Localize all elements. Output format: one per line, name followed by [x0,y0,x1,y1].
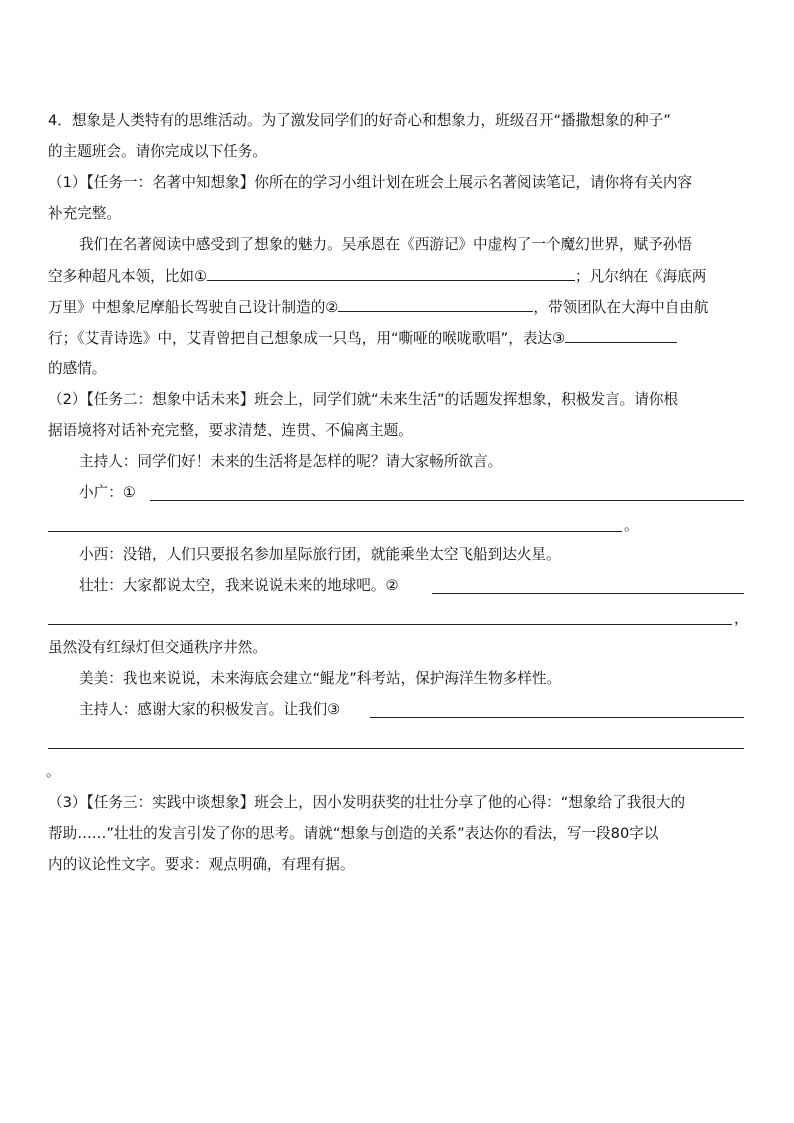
task1-paragraph-line-4 [48,328,677,349]
task1-text-before-blank-3: 行；《艾青诗选》中，艾青曾把自己想象成一只鸟，用“嘶哑的喉咙歌唱”，表达③ [48,330,566,347]
task1-paragraph-line-3 [48,297,709,318]
dialogue-traffic-continuation: 虽然没有红绿灯但交通秩序井然。 [48,639,267,656]
dialogue-meimei: 美美：我也来说说，未来海底会建立“鲲龙”科考站，保护海洋生物多样性。 [79,670,562,687]
task1-paragraph-line-2 [48,266,706,287]
period-mark-1: 。 [624,517,639,534]
comma-mark: ， [734,610,749,627]
answer-blank-1[interactable] [207,266,575,281]
task1-text-before-blank-2: 万里》中想象尼摩船长驾驶自己设计制造的② [48,299,339,316]
task3-prompt-line-3: 内的议论性文字。要求：观点明确，有理有据。 [48,856,355,873]
answer-line-host-2[interactable] [48,748,744,749]
task2-prompt-line-2: 据语境将对话补充完整，要求清楚、连贯、不偏离主题。 [48,422,413,439]
task1-paragraph-line-1: 我们在名著阅读中感受到了想象的魅力。吴承恩在《西游记》中虚构了一个魔幻世界，赋予孙悟 [79,236,692,253]
answer-line-xiaoguang-2[interactable] [48,531,622,532]
question-stem-line-2: 的主题班会。请你完成以下任务。 [48,143,267,160]
task1-text-after-blank-1: ；凡尔纳在《海底两 [575,268,707,285]
period-mark-2: 。 [46,763,61,780]
answer-blank-2[interactable] [338,297,533,312]
dialogue-host-closing: 主持人：感谢大家的积极发言。让我们③ [79,701,341,718]
task1-paragraph-line-5: 的感情。 [48,360,107,377]
answer-line-zhuangzhuang-2[interactable] [48,624,732,625]
dialogue-host-opening: 主持人：同学们好！未来的生活将是怎样的呢？请大家畅所欲言。 [79,453,503,470]
task1-text-after-blank-2: ，带领团队在大海中自由航 [533,299,709,316]
answer-line-xiaoguang-1[interactable] [150,500,744,501]
dialogue-zhuangzhuang: 壮壮：大家都说太空，我来说说未来的地球吧。② [79,577,399,594]
task1-prompt-line-1: （1）【任务一：名著中知想象】你所在的学习小组计划在班会上展示名著阅读笔记，请你将有关内容 [48,174,693,191]
dialogue-xiaoxi: 小西：没错，人们只要报名参加星际旅行团，就能乘坐太空飞船到达火星。 [79,546,561,563]
answer-line-zhuangzhuang-1[interactable] [432,593,744,594]
task1-text-before-blank-1: 空多种超凡本领，比如① [48,268,208,285]
question-stem-line-1: 4．想象是人类特有的思维活动。为了激发同学们的好奇心和想象力，班级召开“播撒想象的种子” [48,112,671,129]
answer-blank-3[interactable] [565,328,677,343]
answer-line-host-1[interactable] [370,717,744,718]
dialogue-xiaoguang: 小广：① [79,484,136,501]
task1-prompt-line-2: 补充完整。 [48,205,121,222]
task3-prompt-line-2: 帮助……”壮壮的发言引发了你的思考。请就“想象与创造的关系”表达你的看法，写一段80字以 [48,825,659,842]
task3-prompt-line-1: （3）【任务三：实践中谈想象】班会上，因小发明获奖的壮壮分享了他的心得：“想象给了我很大的 [48,794,686,811]
task2-prompt-line-1: （2）【任务二：想象中话未来】班会上，同学们就“未来生活”的话题发挥想象，积极发言。请你根 [48,391,679,408]
